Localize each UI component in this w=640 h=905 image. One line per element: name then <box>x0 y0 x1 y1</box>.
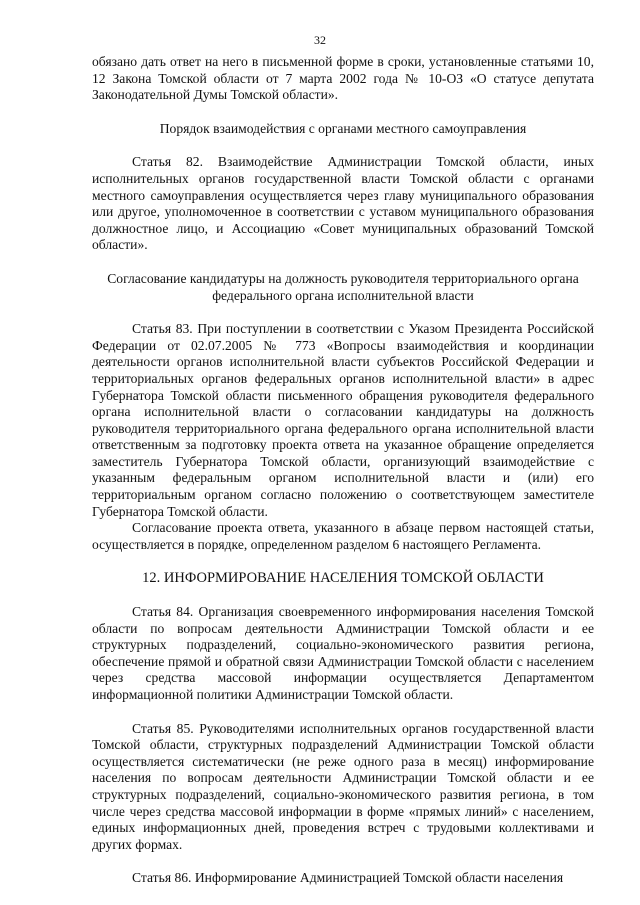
document-body <box>92 54 594 887</box>
paragraph-article-83-part-2: Согласование проекта ответа, указанного в абзаце первом настоящей статьи, осуществляется в порядке, определенном разделом 6 настоящего Регламента. <box>92 520 594 552</box>
paragraph-article-85: Статья 85. Руководителями исполнительных органов государственной власти Томской области, структурных подразделений Администрации Томской области осуществляется систематически (не реже одного раза в месяц) информирование населения по вопросам деятельности Администрации Томской области и ее структурных подразделений, социально-экономического развития региона, в том числе через средства массовой информации в форме «прямых линий» с населением, единых информационных дней, проведения встреч с трудовыми коллективами и других формах. <box>92 720 594 852</box>
subheading-local-government: Порядок взаимодействия с органами местного самоуправления <box>159 120 527 136</box>
paragraph-article-86: Статья 86. Информирование Администрацией Томской области населения <box>132 870 564 886</box>
subheading-candidate-approval: Согласование кандидатуры на должность руководителя территориального органа федерального органа исполнительной власти <box>107 270 579 303</box>
paragraph-continuation: обязано дать ответ на него в письменной форме в сроки, установленные статьями 10, 12 Закона Томской области от 7 марта 2002 года № 10-ОЗ «О статусе депутата Законодательной Думы Томской области». <box>92 54 594 103</box>
paragraph-article-83: Статья 83. При поступлении в соответствии с Указом Президента Российской Федерации от 02.07.2005 № 773 «Вопросы взаимодействия и координации деятельности органов исполнительной власти субъектов Российской Федерации и территориальных органов федеральных органов исполнительной власти» в адрес Губернатора Томской области письменного обращения руководителя федерального органа исполнительной власти о согласовании кандидатуры на должность руководителя территориального органа федерального органа исполнительной власти ответственным за подготовку проекта ответа на указанное обращение определяется заместитель Губернатора Томской области, организующий взаимодействие с указанным федеральным органом исполнительной власти и (или) его территориальным органом согласно положению о соответствующем заместителе Губернатора Томской области. <box>92 321 594 519</box>
section-heading-12: 12. ИНФОРМИРОВАНИЕ НАСЕЛЕНИЯ ТОМСКОЙ ОБЛАСТИ <box>142 570 544 587</box>
paragraph-article-82: Статья 82. Взаимодействие Администрации Томской области, иных исполнительных органов государственной власти Томской области с органами местного самоуправления осуществляется через главу муниципального образования или другое, уполномоченное в соответствии с уставом муниципального образования должностное лицо, и Ассоциацию «Совет муниципальных образований Томской области». <box>92 154 594 253</box>
paragraph-article-84: Статья 84. Организация своевременного информирования населения Томской области по вопросам деятельности Администрации Томской области и ее структурных подразделений, социально-экономического развития региона, обеспечение прямой и обратной связи Администрации Томской области с населением через средства массовой информации осуществляется Департаментом информационной политики Администрации Томской области. <box>92 604 594 702</box>
page-number: 32 <box>314 33 326 47</box>
